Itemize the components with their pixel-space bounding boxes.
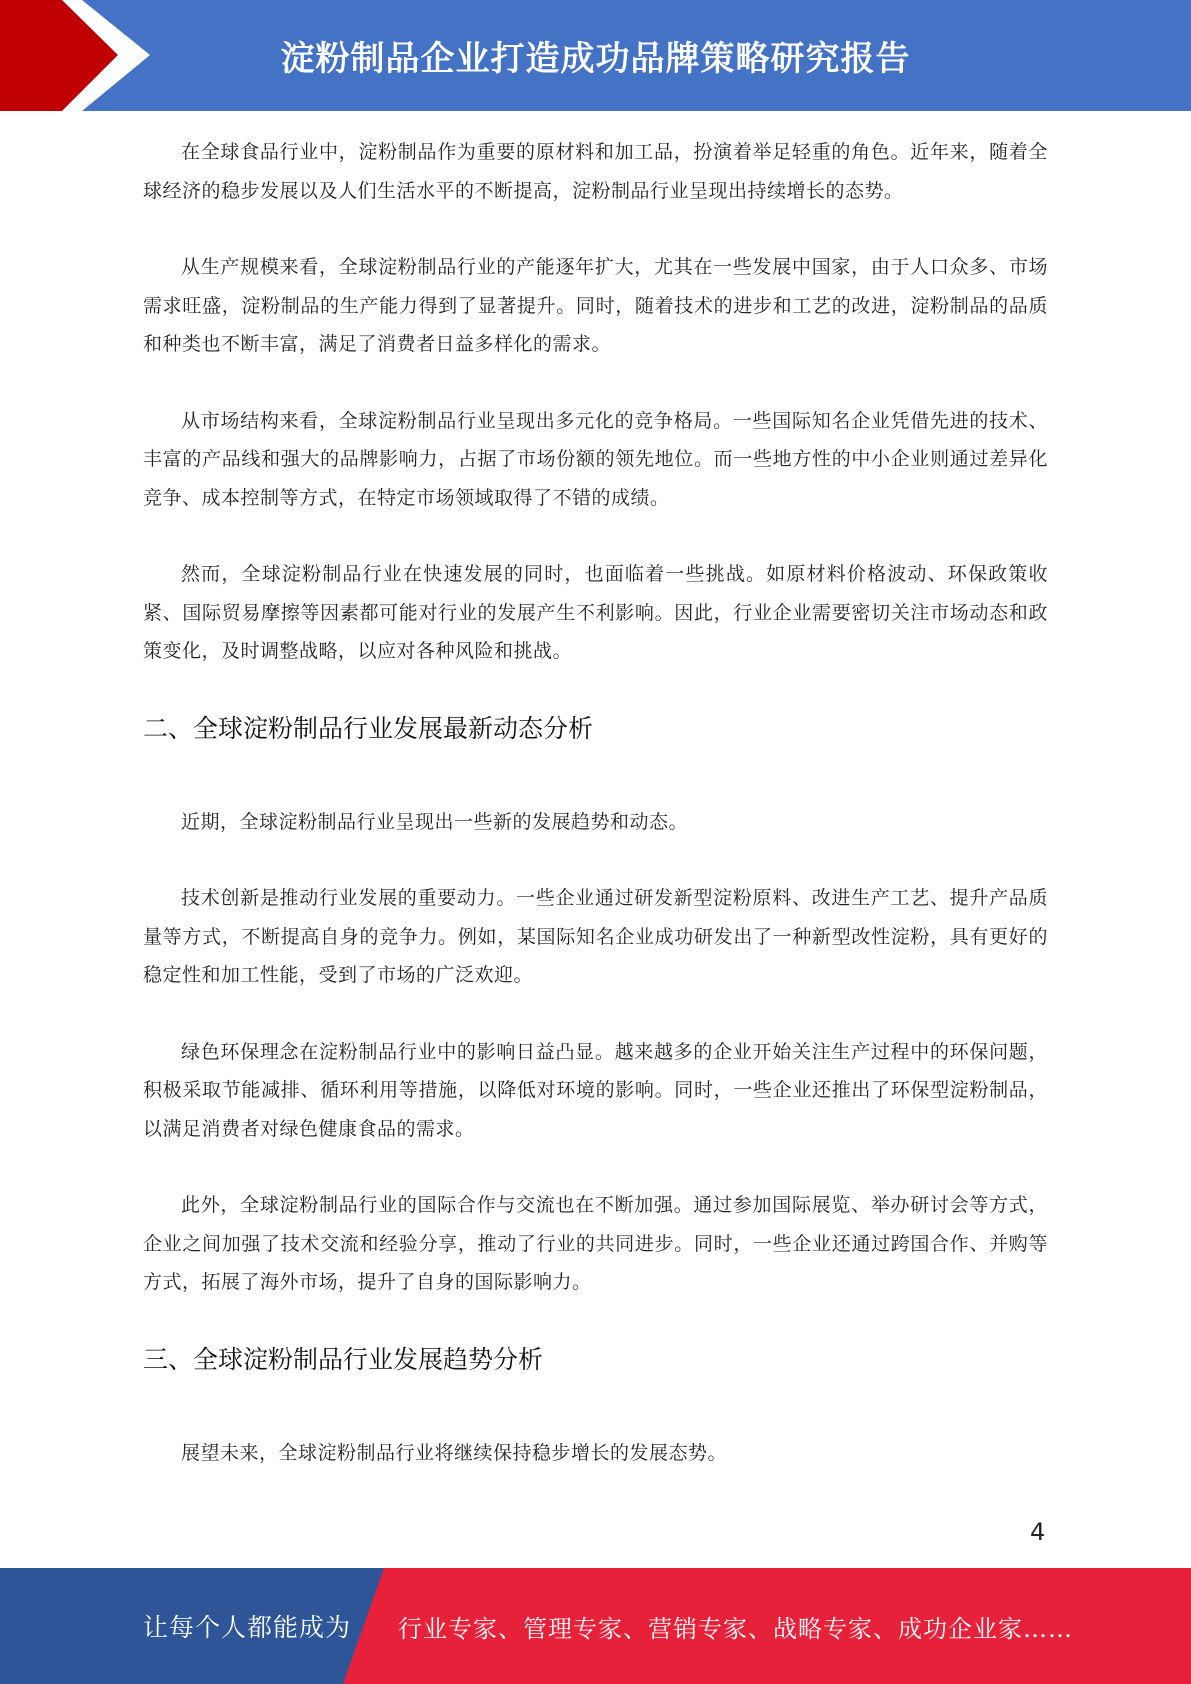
red-chevron-decoration xyxy=(0,0,160,111)
footer-slogan-left: 让每个人都能成为 xyxy=(143,1613,352,1642)
report-title: 淀粉制品企业打造成功品牌策略研究报告 xyxy=(280,39,911,79)
section-intro xyxy=(143,133,1048,671)
paragraph: 技术创新是推动行业发展的重要动力。一些企业通过研发新型淀粉原料、改进生产工艺、提升产品质量等方式，不断提高自身的竞争力。例如，某国际知名企业成功研发出了一种新型改性淀粉，具有更好的稳定性和加工性能，受到了市场的广泛欢迎。 xyxy=(143,887,1048,986)
section-heading: 二、全球淀粉制品行业发展最新动态分析 xyxy=(143,713,594,743)
document-body xyxy=(143,133,1048,1510)
page-number: 4 xyxy=(1030,1518,1046,1546)
section-heading: 三、全球淀粉制品行业发展趋势分析 xyxy=(143,1344,544,1374)
paragraph: 然而，全球淀粉制品行业在快速发展的同时，也面临着一些挑战。如原材料价格波动、环保政策收紧、国际贸易摩擦等因素都可能对行业的发展产生不利影响。因此，行业企业需要密切关注市场动态和政策变化，及时调整战略，以应对各种风险和挑战。 xyxy=(143,563,1048,662)
paragraph: 从生产规模来看，全球淀粉制品行业的产能逐年扩大，尤其在一些发展中国家，由于人口众多、市场需求旺盛，淀粉制品的生产能力得到了显著提升。同时，随着技术的进步和工艺的改进，淀粉制品的品质和种类也不断丰富，满足了消费者日益多样化的需求。 xyxy=(143,256,1048,355)
paragraph: 在全球食品行业中，淀粉制品作为重要的原材料和加工品，扮演着举足轻重的角色。近年来，随着全球经济的稳步发展以及人们生活水平的不断提高，淀粉制品行业呈现出持续增长的态势。 xyxy=(143,141,1048,202)
paragraph: 此外，全球淀粉制品行业的国际合作与交流也在不断加强。通过参加国际展览、举办研讨会等方式，企业之间加强了技术交流和经验分享，推动了行业的共同进步。同时，一些企业还通过跨国合作、并购等方式，拓展了海外市场，提升了自身的国际影响力。 xyxy=(143,1194,1048,1293)
footer-slogan-right: 行业专家、管理专家、营销专家、战略专家、成功企业家…… xyxy=(398,1614,1073,1643)
section-latest-dynamics xyxy=(143,709,1048,1302)
paragraph: 绿色环保理念在淀粉制品行业中的影响日益凸显。越来越多的企业开始关注生产过程中的环保问题，积极采取节能减排、循环利用等措施，以降低对环境的影响。同时，一些企业还推出了环保型淀粉制品，以满足消费者对绿色健康食品的需求。 xyxy=(143,1040,1048,1140)
page-header xyxy=(0,0,1191,111)
paragraph: 近期，全球淀粉制品行业呈现出一些新的发展趋势和动态。 xyxy=(181,810,689,833)
paragraph: 从市场结构来看，全球淀粉制品行业呈现出多元化的竞争格局。一些国际知名企业凭借先进的技术、丰富的产品线和强大的品牌影响力，占据了市场份额的领先地位。而一些地方性的中小企业则通过差异化竞争、成本控制等方式，在特定市场领域取得了不错的成绩。 xyxy=(143,409,1048,509)
section-trends xyxy=(143,1340,1048,1473)
page-footer xyxy=(0,1568,1191,1684)
paragraph: 展望未来，全球淀粉制品行业将继续保持稳步增长的发展态势。 xyxy=(181,1441,728,1464)
